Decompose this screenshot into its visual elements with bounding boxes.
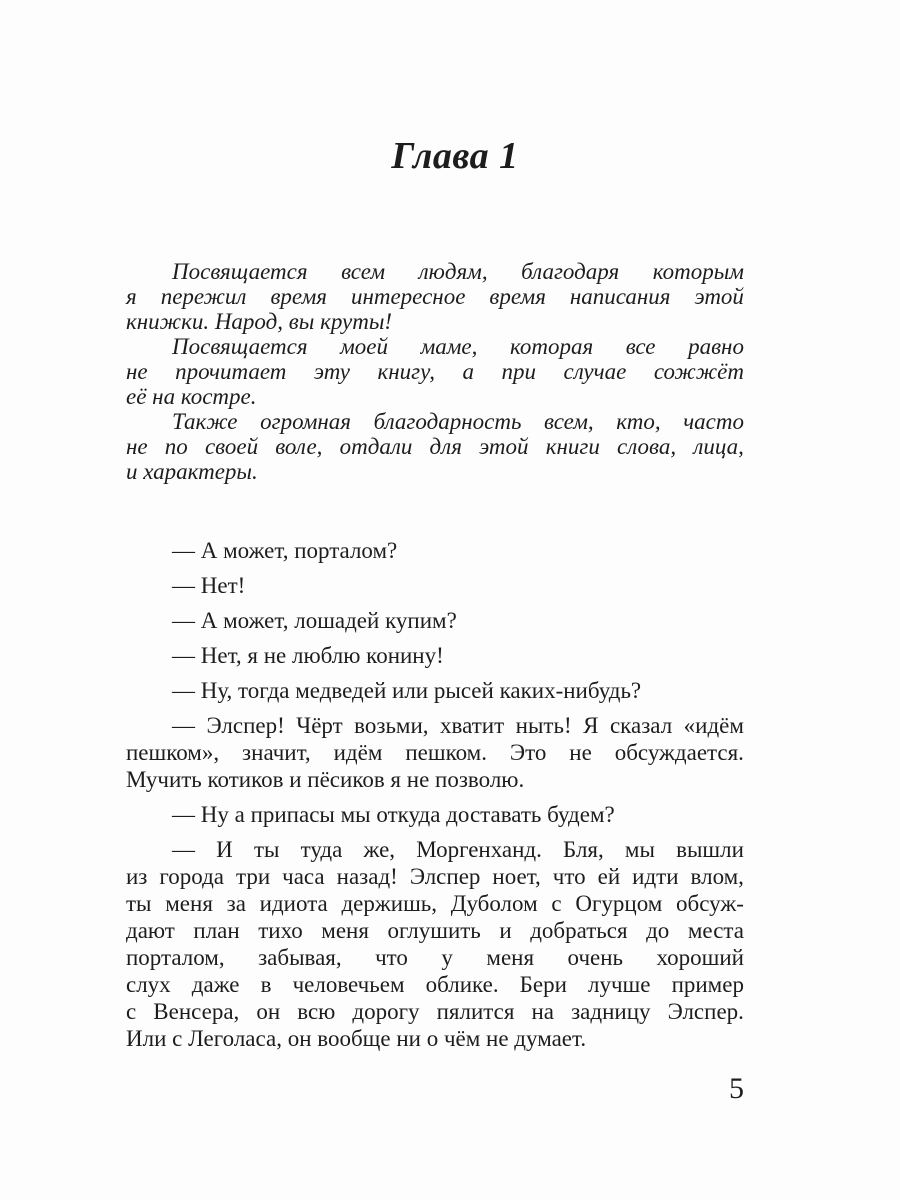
text-line: ты меня за идиота держишь, Дуболом с Огурцом обсуж- (126, 891, 744, 916)
paragraph (126, 409, 744, 484)
text-line: пешком», значит, идём пешком. Это не обсуждается. (126, 740, 744, 765)
text-line: — Нет, я не люблю конину! (172, 643, 444, 668)
dialogue-section (126, 537, 744, 1052)
paragraph (126, 677, 744, 704)
text-line: Посвящается моей маме, которая все равно (172, 334, 744, 359)
text-line: из города три часа назад! Элспер ноет, что ей идти влом, (126, 864, 744, 889)
text-line: Посвящается всем людям, благодаря которым (172, 259, 744, 284)
text-column (126, 0, 744, 1060)
text-line: порталом, забывая, что у меня очень хороший (126, 945, 744, 970)
paragraph (126, 801, 744, 828)
paragraph (126, 537, 744, 564)
paragraph (126, 712, 744, 793)
text-line: и характеры. (126, 459, 258, 484)
paragraph (126, 836, 744, 1052)
text-line: не прочитает эту книгу, а при случае сожжёт (126, 359, 744, 384)
text-line: с Венсера, он всю дорогу пялится на задницу Элспер. (126, 999, 744, 1024)
text-line: не по своей воле, отдали для этой книги слова, лица, (126, 434, 744, 459)
text-line: я пережил время интересное время написания этой (126, 284, 744, 309)
chapter-title: Глава 1 (391, 135, 519, 177)
text-line: — И ты туда же, Моргенханд. Бля, мы вышли (172, 837, 744, 862)
text-line: — Элспер! Чёрт возьми, хватит ныть! Я сказал «идём (172, 713, 744, 738)
text-line: дают план тихо меня оглушить и добраться до места (126, 918, 744, 943)
text-line: — Ну, тогда медведей или рысей каких-нибудь? (172, 678, 642, 703)
paragraph (126, 334, 744, 409)
text-line: — А может, порталом? (172, 538, 398, 563)
paragraph (126, 607, 744, 634)
dedication-section (126, 259, 744, 484)
text-line: слух даже в человечьем облике. Бери лучше пример (126, 972, 744, 997)
text-line: — А может, лошадей купим? (172, 608, 457, 633)
page-number: 5 (729, 1072, 744, 1105)
paragraph (126, 572, 744, 599)
text-line: Также огромная благодарность всем, кто, часто (172, 409, 744, 434)
text-line: — Ну а припасы мы откуда доставать будем? (172, 802, 615, 827)
text-line: Или с Леголаса, он вообще ни о чём не думает. (126, 1026, 587, 1051)
text-line: Мучить котиков и пёсиков я не позволю. (126, 767, 525, 792)
text-line: её на костре. (126, 384, 257, 409)
text-line: — Нет! (172, 573, 246, 598)
text-line: книжки. Народ, вы круты! (126, 309, 393, 334)
paragraph (126, 259, 744, 334)
paragraph (126, 642, 744, 669)
